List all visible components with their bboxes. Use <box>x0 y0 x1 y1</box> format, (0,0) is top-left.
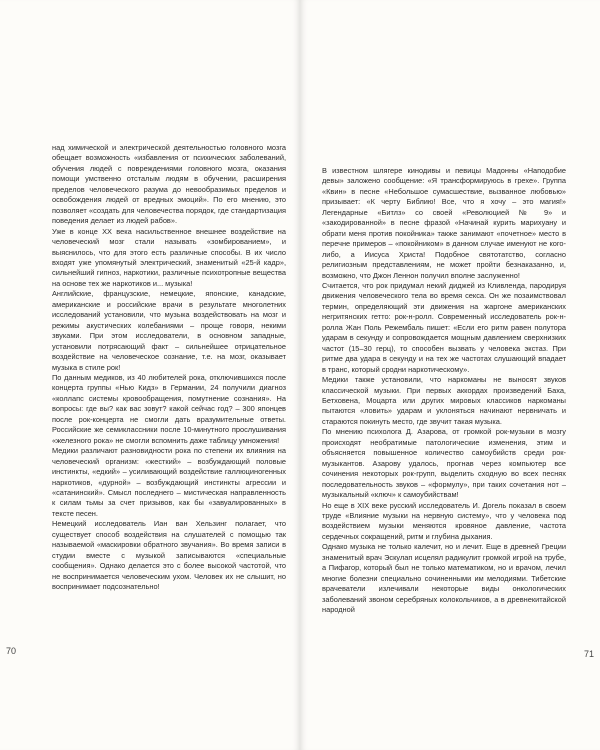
page-number-left: 70 <box>6 646 17 656</box>
paragraph: По данным медиков, из 40 любителей рока, отключившихся после концерта группы «Нью Кидз» в Германии, 24 получили диагноз «коллапс системы кровообращения, помутнение сознания». На вопросы: где вы? как вас зовут? какой сейчас год? – 300 японцев после рок-концерта не смогли дать вразумительные ответы. Российские же семиклассники после 10-минутного прослушивания «железного рока» не смогли вспомнить даже таблицу умножения! <box>52 372 286 445</box>
right-page <box>300 0 600 750</box>
paragraph: По мнению психолога Д. Азарова, от громкой рок-музыки в мозгу происходят необратимые патологические изменения, этим и объясняется повышенное количество самоубийств среди рок-музыкантов. Азарову удалось, прогнав через компьютер все сочинения некоторых рок-групп, выделить сходную во всех песнях последовательность звуков – «формулу», при таких сочетания нот – музыкальный «ключ» к самоубийствам! <box>322 427 566 500</box>
paragraph: Медики различают разновидности рока по степени их влияния на человеческий организм: «жесткий» – возбуждающий половые инстинкты, «едкий» – усиливающий воздействие галлюциногенных наркотиков, «дурной» – возбуждающий инстинкты агрессии и «сатанинский». Смысл последнего – мистическая направленность к силам тьмы за счет призывов, как бы «завуалированных» в тексте песен. <box>52 446 286 518</box>
paragraph: Уже в конце XX века насильственное внешнее воздействие на человеческий мозг стали называть «зомбированием», и выяснилось, что для этого есть различные способы. В их число входят уже упомянутый электрический, знаменитый «25-й кадр», сильнейший гипноз, наркотики, различные психотропные вещества на основе тех же наркотиков и... музыка! <box>52 226 286 288</box>
paragraph: над химической и электрической деятельностью головного мозга обещает возможность «избавления от психических заболеваний, обучения людей с повреждениями головного мозга, оказания помощи умственно отсталым людям в обучении, расширения пределов человеческого разума до невообразимых пределов и освобождения людей от вредных эмоций». По его мнению, это позволяет «создать для человечества порядок, где стандартизация поведения делает из людей рабов». <box>52 143 286 226</box>
left-page-text <box>52 143 286 592</box>
paragraph: Немецкий исследователь Иан ван Хельзинг полагает, что существует способ воздействия на слушателей с помощью так называемой «маскировки обратного звучания». Во время записи в студии вместе с музыкой записываются «специальные сообщения». Однако делается это с более высокой частотой, что не воспринимается человеческим ухом. Человек их не слышит, но воспринимает подсознательно! <box>52 519 286 592</box>
paragraph: Но еще в XIX веке русский исследователь И. Догель показал в своем труде «Влияние музыки на нервную систему», что у человека под воздействием музыки меняются кровяное давление, частота сердечных сокращений, ритм и глубина дыхания. <box>322 500 566 541</box>
paragraph: Английские, французские, немецкие, японские, канадские, американские и российские врачи в результате многолетних исследований установили, что музыка воздействовать на мозг и режимы акустических колебаниями – проще говоря, некими звуками. При этом исследователи, в основном западные, установили потрясающий факт – сильнейшее отрицательное воздействие на человеческое сознание, т.е. на мозг, оказывает музыка в стиле рок! <box>52 289 286 372</box>
right-page-text <box>322 166 566 615</box>
paragraph: В известном шлягере кинодивы и певицы Мадонны «Наподобие девы» заложено сообщение: «Я трансформируюсь в грехе». Группа «Квин» в песне «Небольшое сумасшествие, вызванное любовью» призывает: «К черту Библию! Все, что я хочу – это магия!» Легендарные «Битлз» со своей «Революцией № 9» и «закодированной» в песне фразой «Начинай курить марихуану и обрати меня против покойника» также занимают «почетное» место в перечне примеров – «покойником» в данном случае именуют не кого-либо, а Иисуса Христа! Подобное святотатство, согласно религиозным представлениям, не может пройти безнаказанно, и, возможно, что Джон Леннон получил вполне заслуженно! <box>322 166 566 280</box>
paragraph: Считается, что рок придумал некий диджей из Кливленда, пародируя движения человеческого тела во время секса. Он же позаимствовал термин, определяющий эти движения на жаргоне американских негритянских гетто: рок-н-ролл. Современный исследователь рок-н-ролла Жан Поль Режембаль пишет: «Если его ритм равен полутора ударам в секунду и сопровождается мощным давлением сверхнизких частот (15–30 герц), то способен вызвать у человека экстаз. При ритме два удара в секунду и на тех же частотах слушающий впадает в транс, который сродни наркотическому». <box>322 280 566 374</box>
page-number-right: 71 <box>583 649 594 659</box>
paragraph: Однако музыка не только калечит, но и лечит. Еще в древней Греции знаменитый врач Эскулап исцелял радикулит громкой игрой на трубе, а Пифагор, который был не только математиком, но и врачом, лечил многие болезни специально сочиненными им мелодиями. Тибетские врачеватели излечивали некоторые виды онкологических заболеваний звоном серебряных колокольчиков, а в древнекитайской народной <box>322 542 566 615</box>
paragraph: Медики также установили, что наркоманы не выносят звуков классической музыки. При первых аккордах произведений Баха, Бетховена, Моцарта или других мировых классиков наркоманы пытаются «ловить» ударам и уклоняться начинают нервничать и стараются покинуть место, где звучит такая музыка. <box>322 375 566 426</box>
